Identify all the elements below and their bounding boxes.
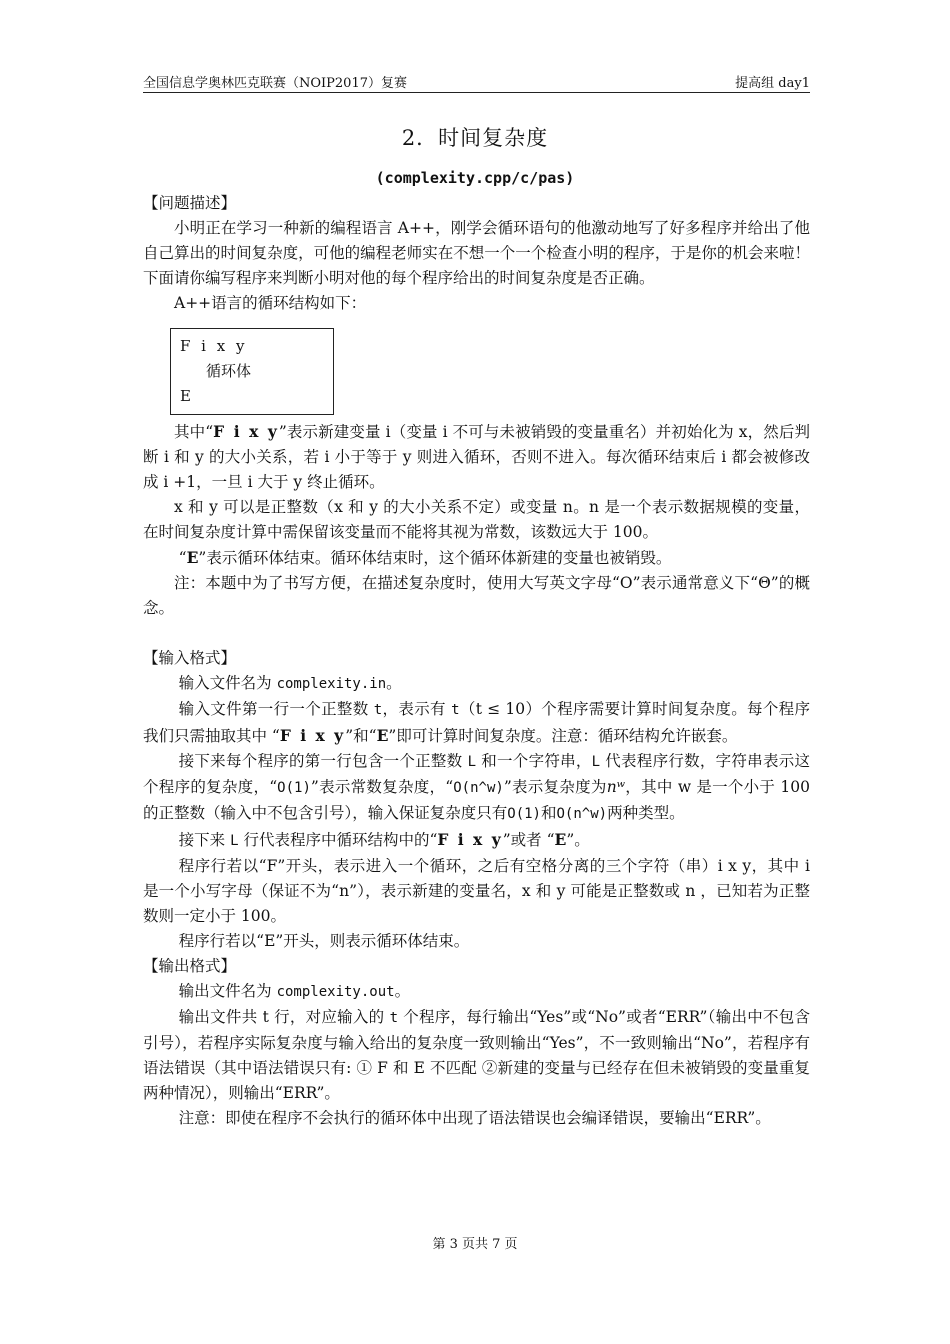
problem-body	[143, 191, 810, 1131]
keyword: F i x y	[437, 830, 503, 849]
paragraph: 注：本题中为了书写方便，在描述复杂度时，使用大写英文字母“O”表示通常意义下“Θ”的概念。	[143, 574, 810, 617]
keyword: E	[554, 830, 567, 849]
keyword: E	[186, 548, 199, 567]
section-heading-description: 【问题描述】	[143, 194, 237, 212]
filename-inline: complexity.in	[276, 676, 387, 692]
filename-inline: complexity.out	[276, 984, 395, 1000]
header-contest-name: 全国信息学奥林匹克联赛（NOIP2017）复赛	[143, 76, 407, 91]
paragraph: 其中“F i x y”表示新建变量 i（变量 i 不可与未被销毁的变量重名）并初始化为 x，然后判断 i 和 y 的大小关系，若 i 小于等于 y 则进入循环，否则不进入。每次循环结束后 i 都会被修改成 i +1，一旦 i 大于 y 终止循环。	[143, 422, 810, 491]
loop-structure-box	[170, 328, 334, 415]
paragraph: A++语言的循环结构如下：	[174, 294, 367, 312]
problem-title: 2．时间复杂度	[401, 126, 549, 150]
paragraph: 接下来 L 行代表程序中循环结构中的“F i x y”或者 “E”。	[178, 830, 590, 849]
paragraph: 输入文件名为 complexity.in。	[178, 674, 402, 692]
paragraph: 输入文件第一行一个正整数 t，表示有 t（t ≤ 10）个程序需要计算时间复杂度。每个程序我们只需抽取其中 “F i x y”和“E”即可计算时间复杂度。注意：循环结构允许嵌套。	[143, 700, 811, 745]
code-line: E	[180, 387, 191, 405]
paragraph: x 和 y 可以是正整数（x 和 y 的大小关系不定）或变量 n。n 是一个表示数据规模的变量，在时间复杂度计算中需保留该变量而不能将其视为常数，该数远大于 100。	[143, 498, 810, 541]
section-heading-output: 【输出格式】	[143, 957, 237, 975]
paragraph: 程序行若以“E”开头，则表示循环体结束。	[178, 932, 470, 950]
paragraph: 程序行若以“F”开头，表示进入一个循环，之后有空格分离的三个字符（串）i x y，其中 i 是一个小写字母（保证不为“n”），表示新建的变量名，x 和 y 可能是正整数或 n ，已知若为正整数则一定小于 100。	[143, 857, 810, 925]
header-group-day: 提高组 day1	[735, 76, 810, 91]
keyword: F i x y	[213, 422, 279, 441]
paragraph: 输出文件名为 complexity.out。	[178, 982, 411, 1000]
paragraph: 输出文件共 t 行，对应输入的 t 个程序，每行输出“Yes”或“No”或者“ERR”（输出中不包含引号），若程序实际复杂度与输入给出的复杂度一致则输出“Yes”，不一致则输出“No”，若程序有语法错误（其中语法错误只有: ① F 和 E 不匹配 ②新建的变量与已经存在但未被销毁的变量重复两种情况），则输出“ERR”。	[143, 1008, 811, 1102]
running-header	[143, 70, 810, 93]
page-number: 第 3 页共 7 页	[432, 1237, 518, 1252]
problem-filename: (complexity.cpp/c/pas)	[375, 169, 575, 187]
code-line: F i x y	[180, 337, 248, 355]
paragraph: 小明正在学习一种新的编程语言 A++，刚学会循环语句的他激动地写了好多程序并给出了他自己算出的时间复杂度，可他的编程老师实在不想一个一个检查小明的程序，于是你的机会来啦！下面请你编写程序来判断小明对他的每个程序给出的时间复杂度是否正确。	[143, 219, 810, 287]
keyword: E	[376, 726, 389, 745]
paragraph: 注意：即使在程序不会执行的循环体中出现了语法错误也会编译错误，要输出“ERR”。	[178, 1109, 771, 1127]
keyword: F i x y	[279, 726, 346, 745]
code-line: 循环体	[206, 362, 252, 380]
section-heading-input: 【输入格式】	[143, 649, 237, 667]
paragraph: 接下来每个程序的第一行包含一个正整数 L 和一个字符串，L 代表程序行数，字符串表示这个程序的复杂度，“O(1)”表示常数复杂度，“O(n^w)”表示复杂度为nʷ，其中 w 是一个小于 100 的正整数（输入中不包含引号），输入保证复杂度只有O(1)和O(n^w)两种类型。	[143, 752, 810, 822]
math-expression: nʷ	[606, 778, 626, 796]
paragraph: “E”表示循环体结束。循环体结束时，这个循环体新建的变量也被销毁。	[178, 548, 672, 567]
